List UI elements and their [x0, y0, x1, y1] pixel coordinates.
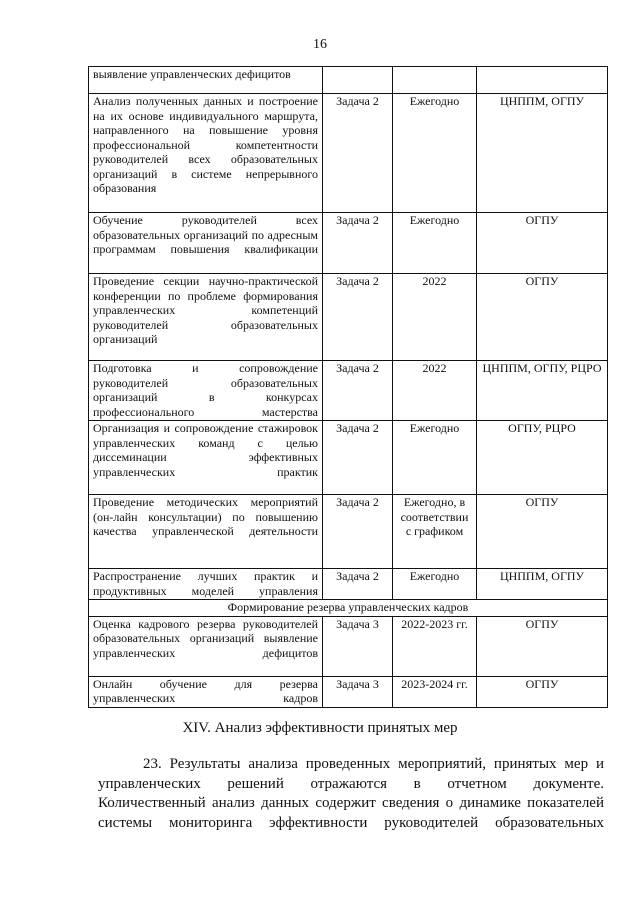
task-cell: Задача 2	[323, 421, 393, 495]
deadline-cell	[393, 67, 477, 94]
responsible-cell: ЦНППМ, ОГПУ	[477, 94, 608, 213]
deadline-cell: Ежегодно, в соответствии с графиком	[393, 495, 477, 569]
table-row	[89, 274, 608, 361]
table-row	[89, 569, 608, 600]
deadline-cell: Ежегодно	[393, 213, 477, 274]
body-paragraph	[98, 755, 604, 833]
section-header-row	[89, 600, 608, 617]
activity-cell: Распространение лучших практик и продуктивных моделей управления	[89, 569, 323, 600]
activity-cell: Проведение секции научно-практической конференции по проблеме формирования управленческих компетенций руководителей образовательных организаций	[89, 274, 323, 361]
deadline-cell: 2022-2023 гг.	[393, 616, 477, 676]
paragraph-line: управленческих решений отражаются в отчетном документе.	[98, 775, 604, 792]
responsible-cell: ОГПУ, РЦРО	[477, 421, 608, 495]
activity-cell: Организация и сопровождение стажировок управленческих команд с целью диссеминации эффективных управленческих практик	[89, 421, 323, 495]
task-cell: Задача 2	[323, 495, 393, 569]
paragraph-line: системы мониторинга эффективности руководителей образовательных	[98, 814, 604, 831]
activity-cell: выявление управленческих дефицитов	[89, 67, 323, 94]
table-row	[89, 421, 608, 495]
responsible-cell: ОГПУ	[477, 213, 608, 274]
responsible-cell: ОГПУ	[477, 616, 608, 676]
task-cell: Задача 2	[323, 94, 393, 213]
task-cell: Задача 2	[323, 569, 393, 600]
deadline-cell: 2022	[393, 361, 477, 421]
paragraph-line: 23. Результаты анализа проведенных мероприятий, принятых мер и	[143, 756, 604, 772]
activity-cell: Оценка кадрового резерва руководителей образовательных организаций выявление управленческих дефицитов	[89, 616, 323, 676]
activity-cell: Подготовка и сопровождение руководителей образовательных организаций в конкурсах профессионального мастерства	[89, 361, 323, 421]
task-cell: Задача 2	[323, 361, 393, 421]
table-row	[89, 676, 608, 707]
page-number: 16	[313, 37, 327, 52]
responsible-cell: ОГПУ	[477, 495, 608, 569]
measures-table	[88, 66, 608, 708]
activity-cell: Проведение методических мероприятий (он-лайн консультации) по повышению качества управленческой деятельности	[89, 495, 323, 569]
section-header: Формирование резерва управленческих кадров	[89, 600, 608, 617]
deadline-cell: 2023-2024 гг.	[393, 676, 477, 707]
table-row	[89, 495, 608, 569]
table-row	[89, 94, 608, 213]
deadline-cell: 2022	[393, 274, 477, 361]
deadline-cell: Ежегодно	[393, 94, 477, 213]
table-row	[89, 361, 608, 421]
task-cell: Задача 3	[323, 616, 393, 676]
task-cell: Задача 2	[323, 274, 393, 361]
task-cell	[323, 67, 393, 94]
task-cell: Задача 2	[323, 213, 393, 274]
task-cell: Задача 3	[323, 676, 393, 707]
responsible-cell: ОГПУ	[477, 274, 608, 361]
responsible-cell: ОГПУ	[477, 676, 608, 707]
responsible-cell: ЦНППМ, ОГПУ	[477, 569, 608, 600]
paragraph-line: Количественный анализ данных содержит сведения о динамике показателей	[98, 795, 604, 811]
activity-cell: Обучение руководителей всех образовательных организаций по адресным программам повышения квалификации	[89, 213, 323, 274]
section-title: XIV. Анализ эффективности принятых мер	[182, 720, 458, 736]
deadline-cell: Ежегодно	[393, 421, 477, 495]
activity-cell: Онлайн обучение для резерва управленческих кадров	[89, 676, 323, 707]
table-row	[89, 213, 608, 274]
deadline-cell: Ежегодно	[393, 569, 477, 600]
activity-cell: Анализ полученных данных и построение на их основе индивидуального маршрута, направленного на повышение уровня профессиональной компетентности руководителей всех образовательных организаций в системе непрерывного образования	[89, 94, 323, 213]
responsible-cell	[477, 67, 608, 94]
table-row	[89, 67, 608, 94]
responsible-cell: ЦНППМ, ОГПУ, РЦРО	[477, 361, 608, 421]
table-row	[89, 616, 608, 676]
